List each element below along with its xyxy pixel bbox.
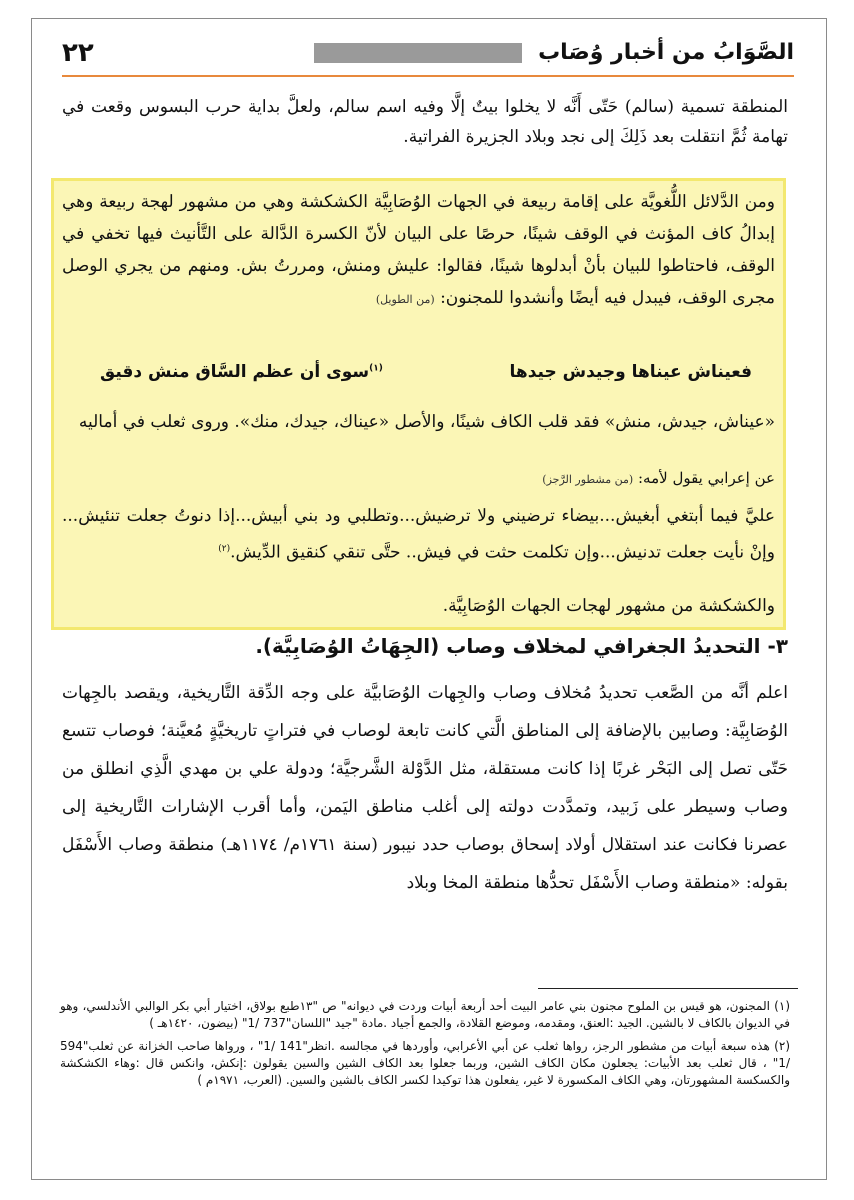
rajaz-verses [62,500,775,570]
kashkasha-text: ومن الدَّلائل اللُّغويَّة على إقامة ربيعة في الجهات الوُصَابِيَّة الكشكشة وهي من مشهور لهجة ربيعة وهي إبدالُ كاف المؤنث في الوقف شينًا، حرصًا على البيان لأنّ الكسرة الدَّالة على التَّأنيث فيها تخفي في الوقف، فاحتاطوا للبيان بأنْ أبدلوها شينًا، فقالوا: عليش ومنش، ومررتُ بش. ومنهم من يجري الوصل مجرى الوقف، فيبدل فيه أيضًا وأنشدوا للمجنون: [62,192,775,308]
redaction-bar [314,43,522,63]
rajaz-intro-text: عن إعرابي يقول لأمه: [637,469,775,487]
section-heading: ٣- التحديدُ الجغرافي لمخلاف وصاب (الجِهَاتُ الوُصَابِيَّة). [255,634,788,658]
kashkasha-conclusion: والكشكشة من مشهور لهجات الجهات الوُصَابِيَّة. [442,596,775,616]
meter-rajaz: (من مشطور الرَّجز) [542,473,634,486]
page-number: ٢٢ [62,38,94,68]
footnotes [60,998,790,1095]
page-header [62,36,794,78]
verse-explanation: «عيناش، جيدش، منش» فقد قلب الكاف شينًا، والأصل «عيناك، جيدك، منك». وروى ثعلب في أماليه [78,412,775,432]
rajaz-text: عليَّ فيما أبتغي أبغيش...بيضاء ترضيني ولا ترضيش...وتطلبي ود بني أبيش...إذا دنوتُ جعلت تنئيش... وإنْ نأيت جعلت تدنيش...وإن تكلمت حثت في فيش.. حتَّى تنقي كنقيق الدِّيش. [62,506,775,563]
rajaz-intro [62,462,775,496]
kashkasha-paragraph [62,186,775,316]
footnote-2: (٢) هذه سبعة أبيات من مشطور الرجز، رواها ثعلب عن أبي الأعرابي، وأوردها في مجالسه .انظر"141 /1" ، ورواها صاحب الخزانة عن ثعلب"594 /1" ، قال ثعلب بعد الأبيات: يجعلون مكان الكاف الشين، وربما جعلوا بعد الكاف الشين والسين يقولون :إنكش، وانكس قال :وهاء الكشكشة والكسكسة المشهورتان، وهي الكاف المكسورة لا غير، يفعلون هذا توكيدا لكسر الكاف بالشين والسين. (العرب، ١٩٧١م ) [60,1039,790,1087]
running-title: الصَّوَابُ من أخبار وُصَاب [538,40,794,65]
verse-hemistich-1: فعيناش عيناها وجيدش جيدها [509,362,752,382]
paragraph-intro: المنطقة تسمية (سالم) حَتّى أَنَّه لا يخلوا بيتٌ إلَّا وفيه اسم سالم، ولعلَّ بداية حرب البسوس وقعت في تهامة ثُمَّ انتقلت بعد ذَلِكَ إلى نجد وبلاد الجزيرة الفراتية. [62,97,788,147]
footnote-divider [538,988,798,989]
meter-tawil: (من الطويل) [375,293,435,306]
verse-hemistich-2 [100,362,383,382]
footnote-ref-2[interactable]: (٢) [218,544,231,554]
header-rule [62,75,794,77]
paragraph-geography: اعلم أنَّه من الصَّعب تحديدُ مُخلاف وصاب والجِهات الوُصَابيَّة على وجه الدِّقة التَّاريخية، ويقصد بالجِهات الوُصَابِيَّة: وصابين بالإضافة إلى المناطق الَّتي كانت تابعة لوصاب في فتراتٍ تاريخيَّةٍ مُعيَّنة؛ فوصاب تتسع حَتّى تصل إلى البَحْر غربًا إذا كانت مستقلة، مثل الدَّوْلة الشَّرجيَّة؛ ودولة علي بن مهدي الَّذِي انطلق من وصاب وسيطر على زَبيد، وتمدَّدت دولته إلى أغلب مناطق اليَمن، وأما أقرب الإشارات التَّاريخية إلى عصرنا فكانت عند استقلال أولاد إسحاق بوصاب حدد نيبور (سنة ١٧٦١م/ ١١٧٤هـ) منطقة وصاب الأَسْفَل بقوله: «منطقة وصاب الأَسْفَل تحدُّها منطقة المخا وبلاد [62,683,788,893]
verse-hemistich-2-text: سوى أن عظم السَّاق منش دقيق [100,362,370,382]
footnote-ref-1[interactable]: (١) [369,363,383,374]
footnote-1: (١) المجنون، هو قيس بن الملوح مجنون بني عامر البيت أحد أربعة أبيات وردت في ديوانه" ص "١٣طبع بولاق، اختيار أبي بكر الوالبي الأندلسي، وهو في الديوان بالكاف لا بالشين. الجيد :العنق، ومقدمه، وموضع القلادة، والجمع أجياد .مادة "جيد "اللسان"737 /1" (بيضون، ١٤٢٠هـ ) [60,999,791,1030]
poem-verse [100,362,780,396]
